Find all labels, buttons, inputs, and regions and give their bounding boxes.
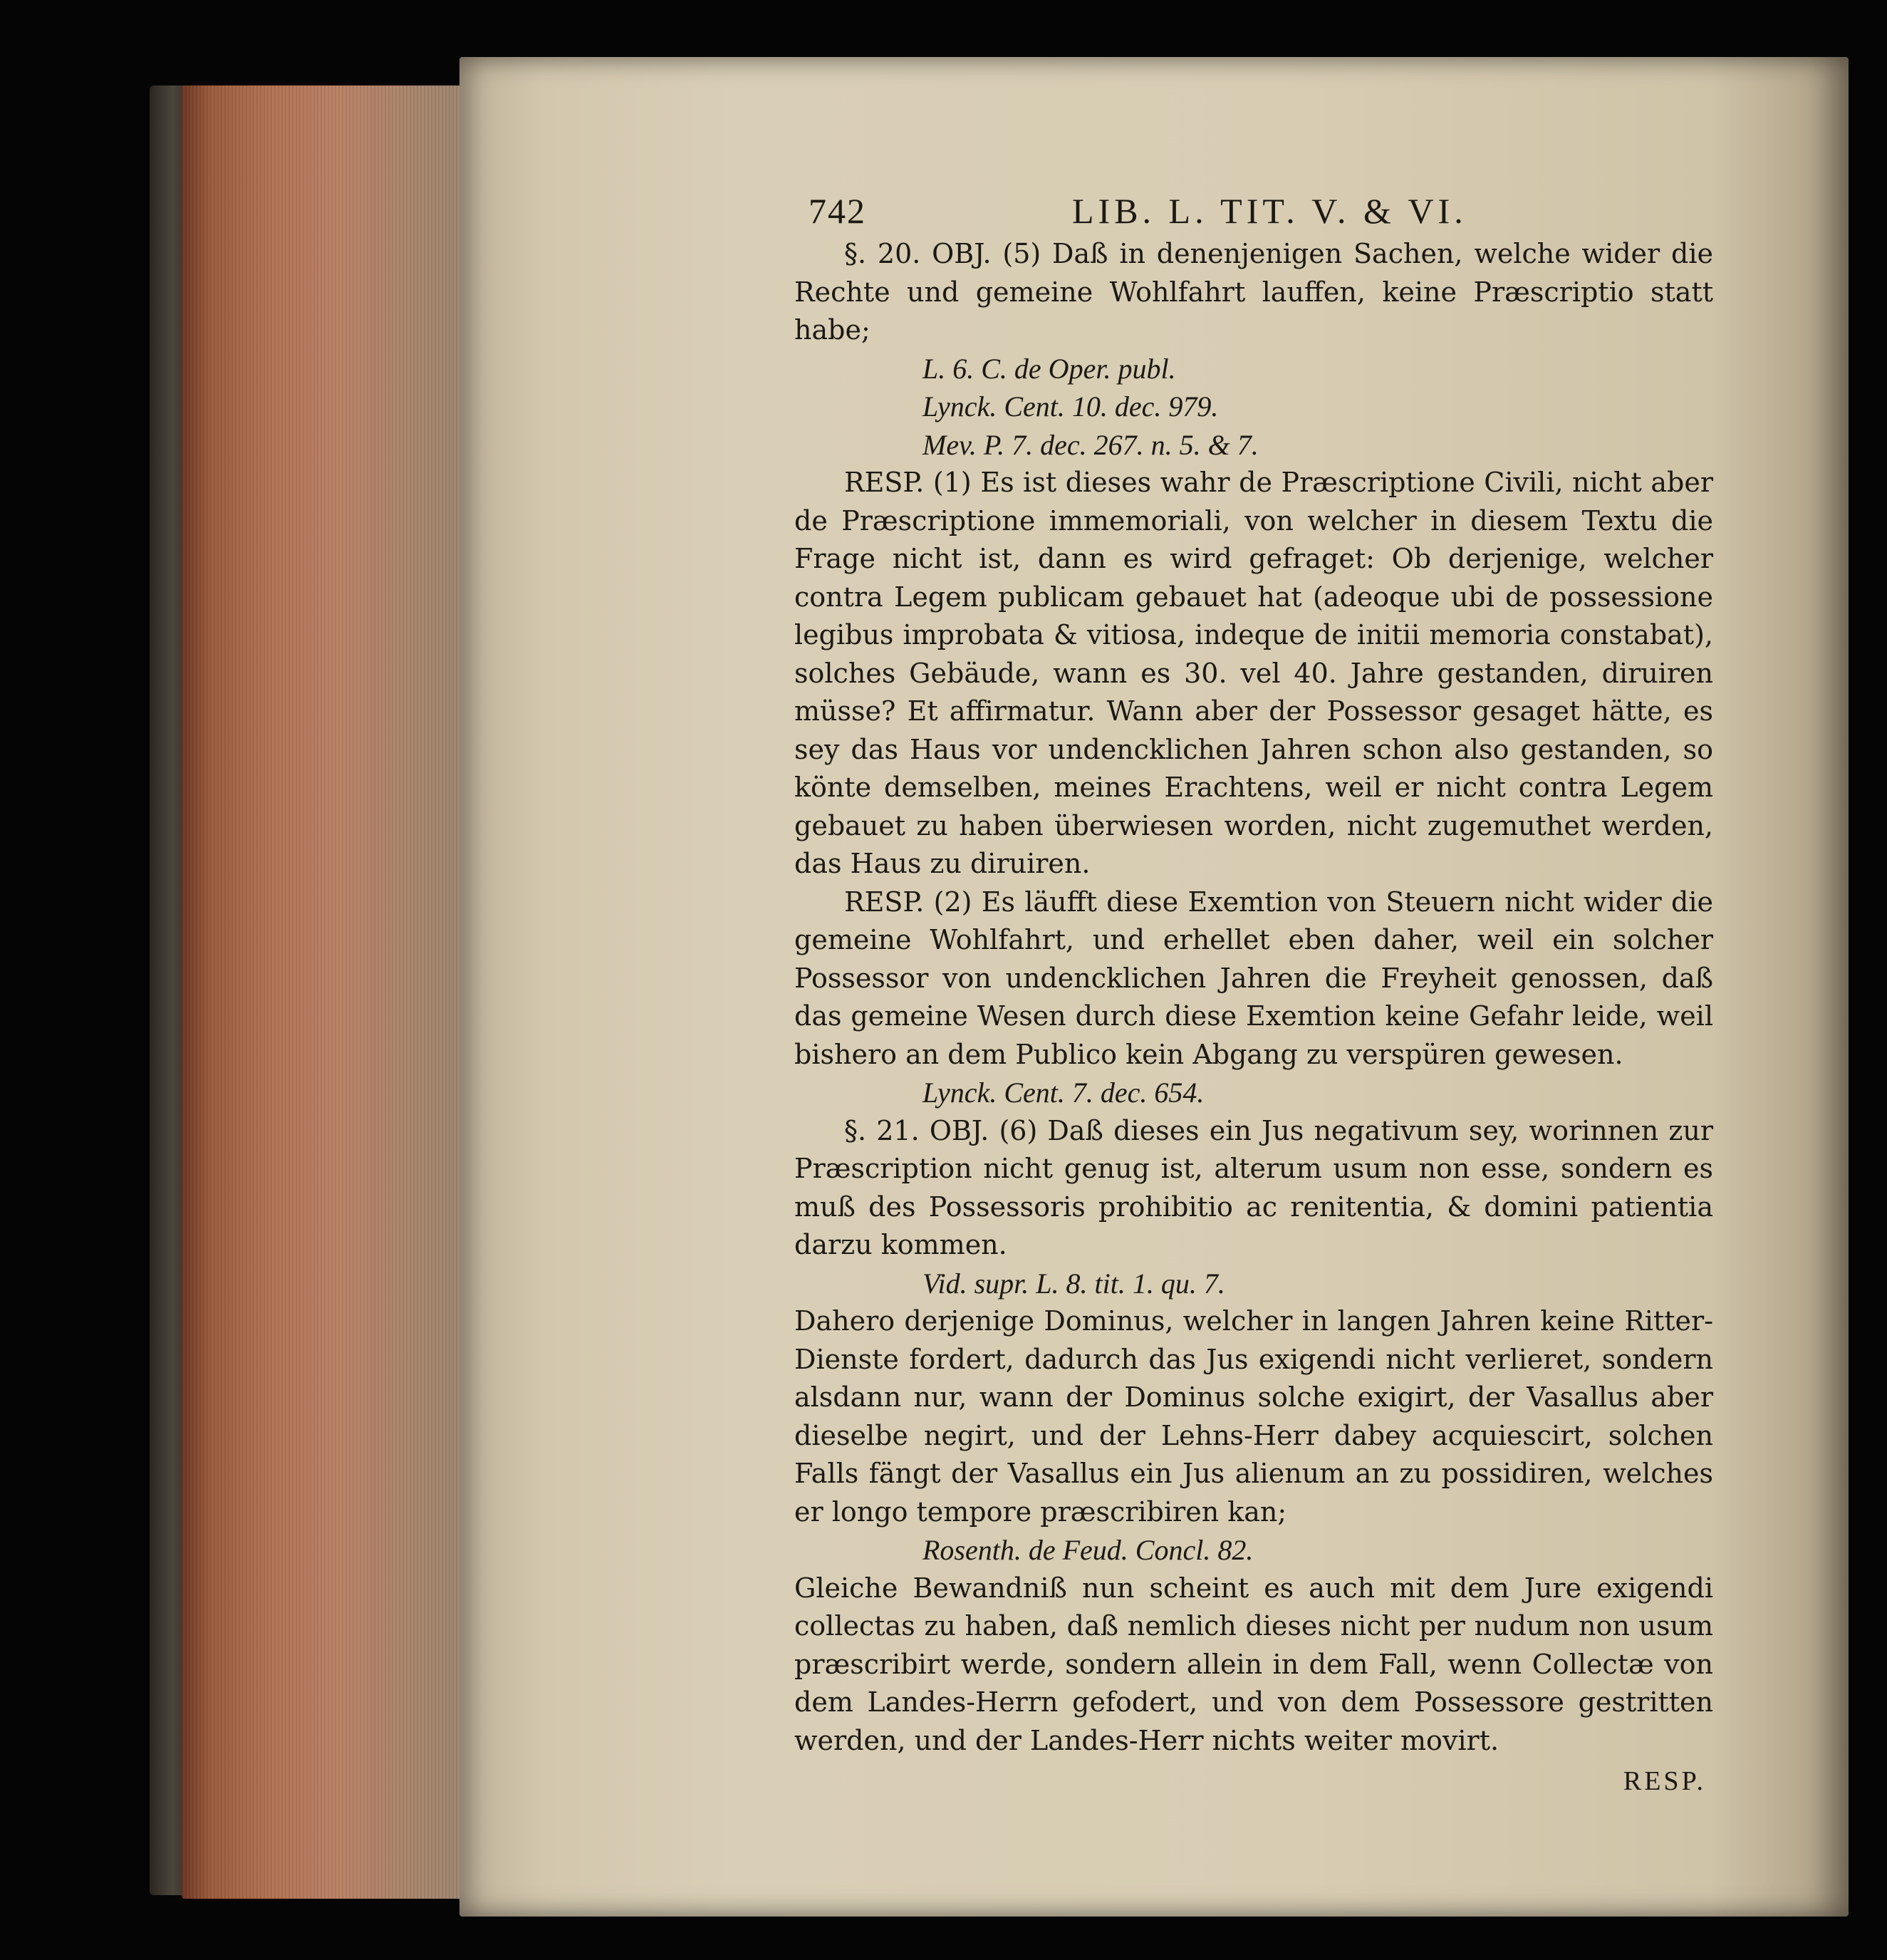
citation: Vid. supr. L. 8. tit. 1. qu. 7.	[922, 1267, 1225, 1300]
citation: Lynck. Cent. 10. dec. 979.	[922, 390, 1219, 422]
citation: L. 6. C. de Oper. publ.	[922, 352, 1176, 385]
paragraph-gleiche: Gleiche Bewandniß nun scheint es auch mit dem Jure exigendi collectas zu haben, daß nemlich dieses nicht per nudum non usum præscribirt werde, sondern allein in dem Fall, wenn Collectæ von dem Landes-Herrn gefodert, und von dem Possessore gestritten werden, und der Landes-Herr nichts weiter movirt.	[794, 1572, 1713, 1756]
page-number: 742	[809, 191, 866, 231]
running-head	[794, 185, 1713, 235]
running-title: LIB. L. TIT. V. & VI.	[1072, 191, 1467, 231]
citation: Lynck. Cent. 7. dec. 654.	[922, 1077, 1205, 1109]
citation: Mev. P. 7. dec. 267. n. 5. & 7.	[922, 428, 1259, 461]
paragraph-obj-6: §. 21. OBJ. (6) Daß dieses ein Jus negativum sey, worinnen zur Præscription nicht genug ist, alterum usum non esse, sondern es muß des Possessoris prohibitio ac renitentia, & domini patientia darzu kommen.	[794, 1114, 1713, 1260]
paragraph-obj-5: §. 20. OBJ. (5) Daß in denenjenigen Sachen, welche wider die Rechte und gemeine Wohlfahrt lauffen, keine Præscriptio statt habe;	[794, 238, 1713, 346]
paragraph-dahero: Dahero derjenige Dominus, welcher in langen Jahren keine Ritter-Dienste fordert, dadurch das Jus exigendi nicht verlieret, sondern alsdann nur, wann der Dominus solche exigirt, der Vasallus aber dieselbe negirt, und der Lehns-Herr dabey acquiescirt, solchen Falls fängt der Vasallus ein Jus alienum an zu possidiren, welches er longo tempore præscribiren kan;	[794, 1305, 1713, 1528]
paragraph-resp-1: RESP. (1) Es ist dieses wahr de Præscriptione Civili, nicht aber de Præscriptione immemoriali, von welcher in diesem Textu die Frage nicht ist, dann es wird gefraget: Ob derjenige, welcher contra Legem publicam gebauet hat (adeoque ubi de possessione legibus improbata & vitiosa, indeque de initii memoria constabat), solches Gebäude, wann es 30. vel 40. Jahre gestanden, diruiren müsse? Et affirmatur. Wann aber der Possessor gesaget hätte, es sey das Haus vor undencklichen Jahren schon also gestanden, so könte demselben, meines Erachtens, weil er nicht contra Legem gebauet zu haben überwiesen worden, nicht zugemuthet werden, das Haus zu diruiren.	[794, 467, 1713, 879]
paragraph-resp-2: RESP. (2) Es läufft diese Exemtion von Steuern nicht wider die gemeine Wohlfahrt, und erhellet eben daher, weil ein solcher Possessor von undencklichen Jahren die Freyheit genossen, daß das gemeine Wesen durch diese Exemtion keine Gefahr leide, weil bishero an dem Publico kein Abgang zu verspüren gewesen.	[794, 886, 1713, 1070]
page-edges	[182, 85, 467, 1899]
page-content	[794, 185, 1713, 1801]
catchword: RESP.	[1623, 1766, 1706, 1796]
citation: Rosenth. de Feud. Concl. 82.	[922, 1534, 1254, 1566]
